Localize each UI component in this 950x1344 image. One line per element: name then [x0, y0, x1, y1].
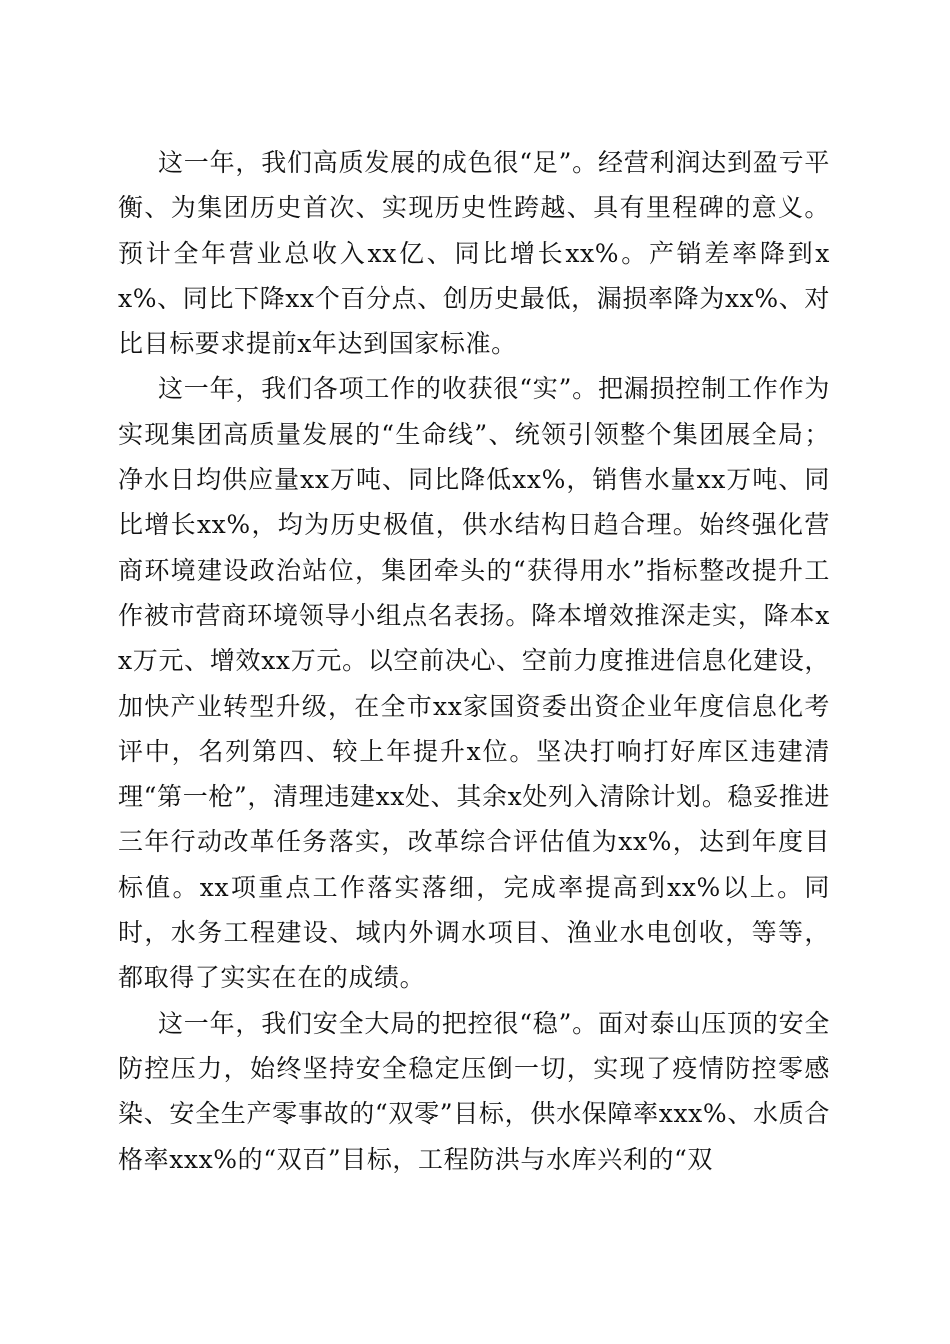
paragraph-work-achievements: 这一年，我们各项工作的收获很“实”。把漏损控制工作作为实现集团高质量发展的“生命线”、统领引领整个集团展全局；净水日均供应量xx万吨、同比降低xx%，销售水量xx万吨、同比增长xx%，均为历史极值，供水结构日趋合理。始终强化营商环境建设政治站位，集团牵头的“获得用水”指标整改提升工作被市营商环境领导小组点名表扬。降本增效推深走实，降本xx万元、增效xx万元。以空前决心、空前力度推进信息化建设，加快产业转型升级，在全市xx家国资委出资企业年度信息化考评中，名列第四、较上年提升x位。坚决打响打好库区违建清理“第一枪”，清理违建xx处、其余x处列入清除计划。稳妥推进三年行动改革任务落实，改革综合评估值为xx%，达到年度目标值。xx项重点工作落实落细，完成率提高到xx%以上。同时，水务工程建设、域内外调水项目、渔业水电创收，等等，都取得了实实在在的成绩。 [118, 374, 830, 993]
paragraph-quality-development: 这一年，我们高质发展的成色很“足”。经营利润达到盈亏平衡、为集团历史首次、实现历史性跨越、具有里程碑的意义。预计全年营业总收入xx亿、同比增长xx%。产销差率降到xx%、同比下降xx个百分点、创历史最低，漏损率降为xx%、对比目标要求提前x年达到国家标准。 [118, 148, 830, 359]
paragraph-safety-control: 这一年，我们安全大局的把控很“稳”。面对泰山压顶的安全防控压力，始终坚持安全稳定压倒一切，实现了疫情防控零感染、安全生产零事故的“双零”目标，供水保障率xxx%、水质合格率xxx%的“双百”目标，工程防洪与水库兴利的“双 [118, 1008, 830, 1174]
body-text [118, 140, 830, 1182]
